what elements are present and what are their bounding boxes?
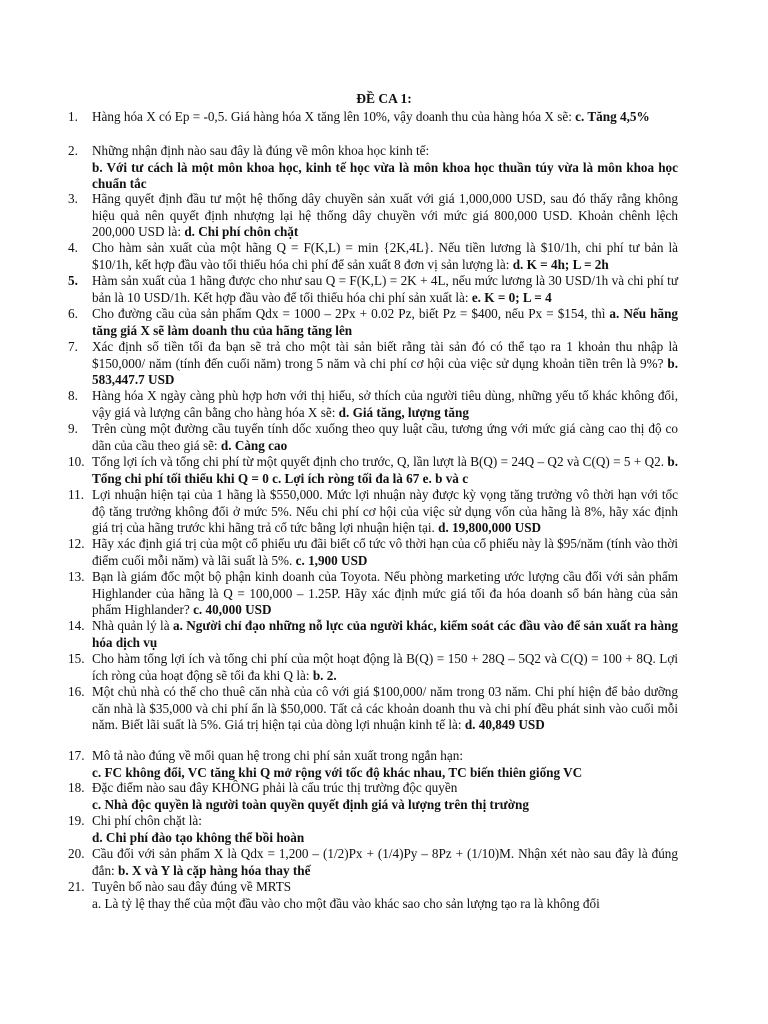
question-number: 15. <box>68 651 85 666</box>
question-number: 14. <box>68 618 85 633</box>
question-text: Hãy xác định giá trị của một cổ phiếu ưu đãi biết cổ tức vô thời hạn của cổ phiếu này là $95/năm (tính vào thời điểm cuối mỗi năm) và lãi suất là 5%. <box>92 536 678 568</box>
question-17 <box>68 748 678 781</box>
answer-text: c. Tăng 4,5% <box>575 109 650 124</box>
answer-text: c. 40,000 USD <box>193 602 272 618</box>
question-16 <box>68 684 678 734</box>
question-text: Cầu đối với sản phẩm X là Qdx = 1,200 – (1/2)Px + (1/4)Py – 8Pz + (1/10)M. Nhận xét nào sau đây là đúng đắn: <box>92 846 678 878</box>
question-text: Những nhận định nào sau đây là đúng về môn khoa học kinh tế: <box>92 143 430 158</box>
answer-text: d. 40,849 USD <box>464 717 545 733</box>
question-number: 3. <box>68 191 78 206</box>
question-text: Nhà quản lý là <box>92 618 173 633</box>
question-number: 11. <box>68 487 84 502</box>
question-15 <box>68 651 678 684</box>
question-text: Trên cùng một đường cầu tuyến tính dốc xuống theo quy luật cầu, tương ứng với mức giá càng cao thị độ co dãn của cầu theo giá sẽ: <box>92 421 678 453</box>
question-4 <box>68 240 678 273</box>
question-8 <box>68 388 678 421</box>
question-number: 4. <box>68 240 78 255</box>
answer-text: b. 583,447.7 USD <box>92 355 678 388</box>
answer-text: c. FC không đổi, VC tăng khi Q mở rộng với tốc độ khác nhau, TC biến thiên giống VC <box>92 764 583 780</box>
answer-text: c. 1,900 USD <box>295 552 368 568</box>
question-13 <box>68 569 678 619</box>
question-text: Chi phí chôn chặt là: <box>92 813 202 828</box>
question-number: 17. <box>68 748 85 763</box>
question-text: Tổng lợi ích và tổng chi phí từ một quyết định cho trước, Q, lần lượt là B(Q) = 24Q – Q2 và C(Q) = 5 + Q2. <box>92 454 668 469</box>
question-10 <box>68 454 678 487</box>
question-6 <box>68 306 678 339</box>
question-21 <box>68 879 678 912</box>
question-9 <box>68 421 678 454</box>
question-text: Hãng quyết định đầu tư một hệ thống dây chuyền sản xuất với giá 1,000,000 USD, sau đó thấy rằng không hiệu quả nên quyết định nhượng lại hệ thống dây chuyền với mức giá 800,000 USD. Khoản chênh lệch 200,000 USD là: <box>92 191 678 240</box>
question-text: Hàm sản xuất của 1 hãng được cho như sau Q = F(K,L) = 2K + 4L, nếu mức lương là 30 USD/1h và chi phí tư bản là 10 USD/1h. Kết hợp đầu vào để tối thiểu hóa chi phí sản xuất là: <box>92 273 678 305</box>
question-number: 13. <box>68 569 85 584</box>
document-title: ĐỀ CA 1: <box>356 91 412 106</box>
question-2 <box>68 143 678 193</box>
question-number: 10. <box>68 454 85 469</box>
answer-text: e. K = 0; L = 4 <box>471 289 552 305</box>
question-1 <box>68 109 678 126</box>
answer-text: d. Chi phí đào tạo không thể bồi hoàn <box>92 829 305 845</box>
answer-text: b. Với tư cách là một môn khoa học, kinh tế học vừa là môn khoa học thuần túy vừa là môn khoa học chuẩn tắc <box>92 159 678 192</box>
question-text: Hàng hóa X có Ep = -0,5. Giá hàng hóa X tăng lên 10%, vậy doanh thu của hàng hóa X sẽ: <box>92 109 576 124</box>
question-14 <box>68 618 678 651</box>
question-7 <box>68 339 678 389</box>
answer-text: c. Nhà độc quyền là người toàn quyền quyết định giá và lượng trên thị trường <box>92 796 529 812</box>
question-text: Một chủ nhà có thể cho thuê căn nhà của cô với giá $100,000/ năm trong 03 năm. Chi phí hiện để bảo dưỡng căn nhà là $35,000 và chi phí ẩn là $50,000. Tất cả các khoản doanh thu và chi phí đều phát sinh vào cuối mỗi năm. Biết lãi suất là 5%. Giá trị hiện tại của dòng lợi nhuận kinh tế là: <box>92 684 678 733</box>
question-number: 5. <box>68 273 78 288</box>
question-text: Lợi nhuận hiện tại của 1 hãng là $550,000. Mức lợi nhuận này được kỳ vọng tăng trưởng vô thời hạn với tốc độ tăng trưởng không đổi ở mức 5%. Nếu chi phí cơ hội của việc sử dụng vốn của hãng là 8%, hãy xác định giá trị của hãng trước khi hãng trả cổ tức bằng lợi nhuận hiện tại. <box>92 487 678 536</box>
answer-text: b. X và Y là cặp hàng hóa thay thế <box>118 862 311 878</box>
question-text: Xác định số tiền tối đa bạn sẽ trả cho một tài sản biết rằng tài sản đó có thể tạo ra 1 khoản thu nhập là $150,000/ năm (tính đến cuối năm) trong 5 năm và chi phí cơ hội của việc sử dụng khoản tiền trên là 9%? <box>92 339 678 371</box>
question-number: 16. <box>68 684 85 699</box>
question-number: 20. <box>68 846 85 861</box>
question-number: 1. <box>68 109 78 124</box>
option-text: a. Là tỷ lệ thay thế của một đầu vào cho một đầu vào khác sao cho sản lượng tạo ra là không đổi <box>92 895 600 911</box>
question-12 <box>68 536 678 569</box>
question-number: 9. <box>68 421 78 436</box>
answer-text: d. Giá tăng, lượng tăng <box>338 404 469 420</box>
question-number: 7. <box>68 339 78 354</box>
question-text: Đặc điểm nào sau đây KHÔNG phải là cấu trúc thị trường độc quyền <box>92 780 458 795</box>
question-text: Tuyên bố nào sau đây đúng về MRTS <box>92 879 292 894</box>
question-18 <box>68 780 678 813</box>
question-text: Bạn là giám đốc một bộ phận kinh doanh của Toyota. Nếu phòng marketing ước lượng cầu đối với sản phẩm Highlander của hãng là Q = 100,000 – 1.25P. Hãy xác định mức giá tối đa hóa doanh số bán hàng của sản phẩm Highlander? <box>92 569 678 618</box>
question-20 <box>68 846 678 879</box>
answer-text: d. K = 4h; L = 2h <box>512 256 609 272</box>
question-number: 18. <box>68 780 85 795</box>
answer-text: a. Người chỉ đạo những nỗ lực của người khác, kiểm soát các đầu vào để sản xuất ra hàng hóa dịch vụ <box>92 618 678 650</box>
answer-text: b. 2. <box>312 667 337 683</box>
question-11 <box>68 487 678 537</box>
question-number: 6. <box>68 306 78 321</box>
question-number: 8. <box>68 388 78 403</box>
question-number: 21. <box>68 879 85 894</box>
question-number: 19. <box>68 813 85 828</box>
question-number: 2. <box>68 143 78 158</box>
answer-text: d. Càng cao <box>220 437 288 453</box>
answer-text: d. Chi phí chôn chặt <box>184 224 299 240</box>
question-3 <box>68 191 678 241</box>
question-text: Mô tả nào đúng về mối quan hệ trong chi phí sản xuất trong ngắn hạn: <box>92 748 464 763</box>
question-text: Hàng hóa X ngày càng phù hợp hơn với thị hiếu, sở thích của người tiêu dùng, những yếu tố khác không đổi, vậy giá và lượng cân bằng cho hàng hóa X sẽ: <box>92 388 678 420</box>
question-text: Cho đường cầu của sản phẩm Qdx = 1000 – 2Px + 0.02 Pz, biết Pz = $400, nếu Px = $154, thì <box>92 306 610 321</box>
question-text: Cho hàm tổng lợi ích và tổng chi phí của một hoạt động là B(Q) = 150 + 28Q – 5Q2 và C(Q) = 100 + 8Q. Lợi ích ròng của hoạt động sẽ tối đa khi Q là: <box>92 651 678 683</box>
question-text: Cho hàm sản xuất của một hãng Q = F(K,L) = min {2K,4L}. Nếu tiền lương là $10/1h, chi phí tư bản là $10/1h, kết hợp đầu vào tối thiểu hóa chi phí để sản xuất 8 đơn vị sản lượng là: <box>92 240 678 272</box>
question-number: 12. <box>68 536 85 551</box>
answer-text: d. 19,800,000 USD <box>438 520 542 536</box>
answer-text: a. Nếu hãng tăng giá X sẽ làm doanh thu của hãng tăng lên <box>92 306 678 338</box>
question-19 <box>68 813 678 846</box>
question-5 <box>68 273 678 306</box>
answer-text: b. Tổng chi phí tối thiểu khi Q = 0 c. Lợi ích ròng tối đa là 67 e. b và c <box>92 454 678 486</box>
